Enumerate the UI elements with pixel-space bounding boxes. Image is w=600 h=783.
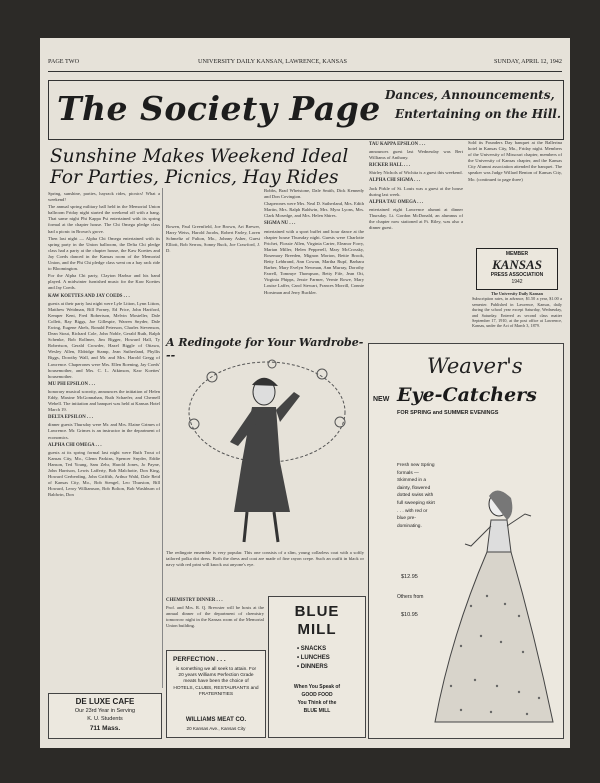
blue-mill-word-1: BLUE — [294, 603, 340, 620]
deluxe-address: 711 Mass. — [89, 725, 121, 732]
story-paragraph: announces guest last Wednesday was Bert Williams of Anthony. — [369, 149, 463, 161]
blue-mill-item: • LUNCHES — [297, 655, 330, 661]
blue-mill-item: • SNACKS — [297, 646, 327, 652]
redingote-caption: The redingote ensemble is very popular. This one consists of a slim, young collarless coat with a softly tailored polka dot dress. Both the dress and coat are made of fine rayon crepe. Such an outfit in black or navy with red print will knock out anyone's eye. — [166, 550, 364, 568]
subscription-text: Subscription rates, in advance, $1.50 a year, $1.00 a semester. Published in Lawrence, Kansas, daily during the school year except Saturday, Wednesday, and Saturday. Entered as second class matter September 17, 1910, at the post office at Lawrence, Kansas, under the Act of March 3, 1879. — [472, 296, 562, 329]
blue-mill-word-2: MILL — [297, 621, 337, 638]
story-paragraph: Bobbs, Brad Whetstone, Dale Smith, Dick Kennedy and Don Covington. — [264, 188, 364, 200]
story-paragraph: Shirley Nichols of Wichita is a guest this weekend. — [369, 170, 463, 176]
column-1 — [48, 191, 160, 691]
deluxe-line-2: K. U. Students — [87, 716, 123, 722]
blue-mill-slogan-line: When You Speak of — [293, 684, 341, 690]
page-header — [48, 56, 562, 70]
blue-mill-slogan-line: BLUE MILL — [303, 708, 331, 714]
blue-mill-slogan — [269, 683, 365, 715]
page-label: PAGE TWO — [48, 58, 80, 65]
story-paragraph: Bowen, Paul Greenfield, Joe Brown, Art Brewer, Harry Weiss, Harold Jacobs, Robert Farley, Loren Schmeltz of Fulton, Mo., Johnny Asher, Guest Elliott, Bob Serrou, Sonny Buck, Joe Crawford, J. D. — [166, 224, 260, 254]
column-4-top — [369, 140, 463, 338]
subhead-kaw-koettes: KAW KOETTES AND JAY COEDS . . . — [48, 293, 130, 299]
press-org: PRESS ASSOCIATION — [490, 272, 544, 278]
chemistry-text: Prof. and Mrs. R. Q. Brewster will be hosts at the annual dinner of the department of chemistry tomorrow night in the Kansas room of the Memorial Union building. — [166, 605, 264, 629]
society-tagline-1: Dances, Announcements, — [385, 88, 555, 102]
perfection-text: is something we all seek to attain. For 20 years Williams Perfection Grade meats have been the choice of HOTELS, CLUBS, RESTAURANTS and FRATERNITIES — [173, 667, 259, 697]
press-association-logo — [476, 248, 558, 290]
deluxe-name: DE LUXE CAFE — [75, 697, 135, 706]
weavers-sub: FOR SPRING and SUMMER EVENINGS — [397, 410, 499, 416]
column-rule — [162, 188, 163, 688]
deluxe-cafe-ad — [48, 693, 162, 739]
header-rule — [48, 71, 562, 72]
subhead-tke: TAU KAPPA EPSILON . . . — [369, 142, 426, 147]
weavers-description: Fresh new Spring formals — Skimmed in a dainty, flowered dotted swiss with full sweeping skirt . . . with red or blue pre-dominating. — [397, 463, 435, 529]
perfection-title: PERFECTION . . . — [173, 656, 226, 663]
perfection-company: WILLIAMS MEAT CO. — [185, 717, 247, 723]
story-paragraph: Then last night — Alpha Chi Omega entertained with its spring party in the Union ballroom, the Delta Chi pledge class had a party at the chapter house, the Kaw Koettes and Jay Coeds danced in the Kansas room of the Memorial Union, and the Phi Chi pledge class went on a hay rack ride to Bloomington. — [48, 235, 160, 272]
blue-mill-item: • DINNERS — [297, 664, 328, 670]
story-paragraph: Sold its Founders Day banquet at the Ballerina hotel in Kansas City, Mo., Friday night. Members of the University of Missouri chapter, members of the University of Kansas chapter, and the Kansas City Alumni association attended the banquet. The speaker was Judge Willard Benton of Kansas City, Mo. (continued to page three) — [468, 140, 562, 182]
weavers-name: Weaver's — [427, 354, 523, 378]
subhead-delta-epsilon: DELTA EPSILON . . . — [48, 415, 93, 421]
blue-mill-menu — [297, 645, 330, 672]
headline-line-2: For Parties, Picnics, Hay Rides — [50, 167, 339, 188]
story-paragraph: guests at their party last night were Lyle Litton, Lynn Litton, Matthew Weidman, Bill Forney, Ed Price, John Hartford, Kemper Kent, Fred Robertson, Melvin Mosteller, Dale Collett, Ray Biggs, Joe Gillespie, Warren Snyder, Dale Ewing, Eugene Abels, Ronald Peterson, Charles Stevenson, Dean Stout, Richard Cole, John Noble, Gerald Ruth, Ralph Schenke, Bob Rollmer, Jim Bigger, Howard Hall, Ty Robertson, Gerald Crowder, Hazel Biggle of Ottawa, Wesley Allen, Eldridge Stamp, Jean Sutherland, Phyllis Biggs, Dorothy Wall, and Mr. and Mrs. Harold Gregg of Lawrence. Chaperones were Mrs. Ellen Roening, Jay Coeds' housemother, and Mrs. C. L. Atkinson, Kaw Koettes' housemother. — [48, 300, 160, 379]
story-paragraph: entertained with a sport buffet and hour dance at the chapter house Thursday night. Guests were Charlotte Prichet, Flossie Allen, Virginia Carter, Eleanor Forry, Marian Miller, Helen Pepperell, Mary McCrossky, Rosemary Breeden, Mignon Morton, Bettie Brook, Betty Lehbrand, Ann Cowan, Martha Rupf, Barbara Barber, Mary Evelyn Newman, Ann Murray, Dorothy Farrell, Tommye Thompson, Betty Fife, Jean Ott, Virginia Phipps, Jessie Farmer, Vernie Rowe, Mary Louise Laffer, Carol Stewart, Frances Morrill, Connie Horstman and Jerry Buckler. — [264, 228, 364, 295]
perfection-address: 20 Kansas Ave., Kansas City — [186, 726, 246, 731]
story-paragraph: honorary musical sorority, announces the initiation of Helen Eddy, Maxine McGonnahan, Ruth Schaefer, and Chernell Webell. The initiation and banquet was held at Kansas Hotel March 19. — [48, 388, 160, 413]
subhead-alpha-tau-omega: ALPHA TAU OMEGA . . . — [369, 199, 424, 205]
deluxe-line-1: Our 23rd Year in Serving — [74, 708, 136, 714]
press-member: MEMBER — [505, 251, 529, 257]
story-paragraph: Spring, sunshine, parties, hayrack rides, picnics! What a weekend! — [48, 191, 160, 203]
subscription-info — [472, 291, 562, 341]
chemistry-notice — [166, 596, 264, 648]
subhead-alpha-chi-sigma: ALPHA CHI SIGMA . . . — [369, 178, 421, 184]
society-banner — [48, 80, 564, 140]
evening-gown-illustration — [431, 486, 557, 732]
main-headline — [50, 146, 390, 188]
press-state: KANSAS — [492, 257, 542, 272]
story-paragraph: Chaperones were Mrs. Neal D. Sutherland, Mrs. Edith Martin, Mrs. Ralph Baldwin, Mrs. Myra Lyons, Mrs. Clark Mosedge, and Mrs. Helen Shires. — [264, 201, 364, 219]
weavers-new: NEW — [373, 396, 390, 403]
story-paragraph: For the Alpha Chi party, Clayton Harbur and his band played. A midwinter furnished music for the Kaw Koettes and Jay Coeds. — [48, 273, 160, 291]
kansan-label: The University Daily Kansan — [490, 291, 543, 296]
weavers-ad — [368, 343, 564, 739]
society-tagline-2: Entertaining on the Hill. — [395, 107, 562, 121]
story-paragraph: guests at its spring formal last night were Ruth Trout of Kansas City, Mo., Glenn Parkins, Spencer Snyder, Eddie Hanson, Ted Young, Sam Zehr, Harold Jones, Jo Payne, John Harrison, Lewis Lafferty, Bob Malchotte, Don King, Howard Gerberding, John Griffith, Arthur Wahl, Dale Reid of Kansas City, Mo., Bob Stengel, Leo Thurston, Bill Howard, Leroy Williamson, Bob Bolton, Bob Washburn of Baldwin, Don — [48, 449, 160, 498]
paper-title: UNIVERSITY DAILY KANSAN, LAWRENCE, KANSAS — [198, 58, 347, 65]
weavers-others: Others from — [397, 594, 424, 600]
subhead-alpha-chi: ALPHA CHI OMEGA . . . — [48, 442, 102, 448]
headline-line-1: Sunshine Makes Weekend Ideal — [50, 146, 349, 167]
column-5-top — [468, 140, 562, 245]
weavers-headline: Eye-Catchers — [397, 384, 537, 406]
issue-date: SUNDAY, APRIL 12, 1942 — [493, 58, 562, 65]
blue-mill-slogan-line: You Think of the — [297, 700, 337, 706]
column-2-top — [166, 224, 260, 334]
subhead-mu-phi: MU PHI EPSILON . . . — [48, 381, 96, 387]
perfection-ad — [166, 650, 266, 738]
weavers-price-2: $10.95 — [401, 612, 418, 618]
press-year: 1942 — [511, 279, 523, 285]
subhead-ricker: RICKER HALL . . . — [369, 163, 410, 169]
story-paragraph: entertained eight Lawrence alumni at dinner Thursday. Lt. Gordon McDonald, an alumnus of the chapter now stationed at Ft. Riley, was also a dinner guest. — [369, 206, 463, 231]
subhead-chemistry: CHEMISTRY DINNER . . . — [166, 598, 223, 603]
blue-mill-slogan-line: GOOD FOOD — [301, 692, 333, 698]
story-paragraph: dinner guests Thursday were Mr. and Mrs. Elaine Grimes of Lawrence. Mr. Grimes is an instructor in the department of economics. — [48, 422, 160, 440]
redingote-illustration — [172, 352, 358, 548]
redingote-feature — [166, 336, 364, 598]
newspaper-page — [40, 38, 570, 748]
column-3-top — [264, 188, 364, 336]
story-paragraph: Jack Pirkle of St. Louis was a guest at the house during last week. — [369, 185, 463, 197]
redingote-headline: A Redingote for Your Wardrobe--- — [166, 336, 364, 362]
society-title: The Society Page — [57, 89, 381, 128]
weavers-price-1: $12.95 — [401, 574, 418, 580]
subhead-sigma-nu: SIGMA NU . . . — [264, 221, 296, 227]
story-paragraph: The annual spring military ball held in the Memorial Union ballroom Friday night started the weekend off with a bang. That same night Phi Kappa Psi entertained with its spring formal at the chapter house. The Chi Omega pledge class had a picnic in Brown's grove. — [48, 204, 160, 234]
blue-mill-ad — [268, 596, 366, 738]
